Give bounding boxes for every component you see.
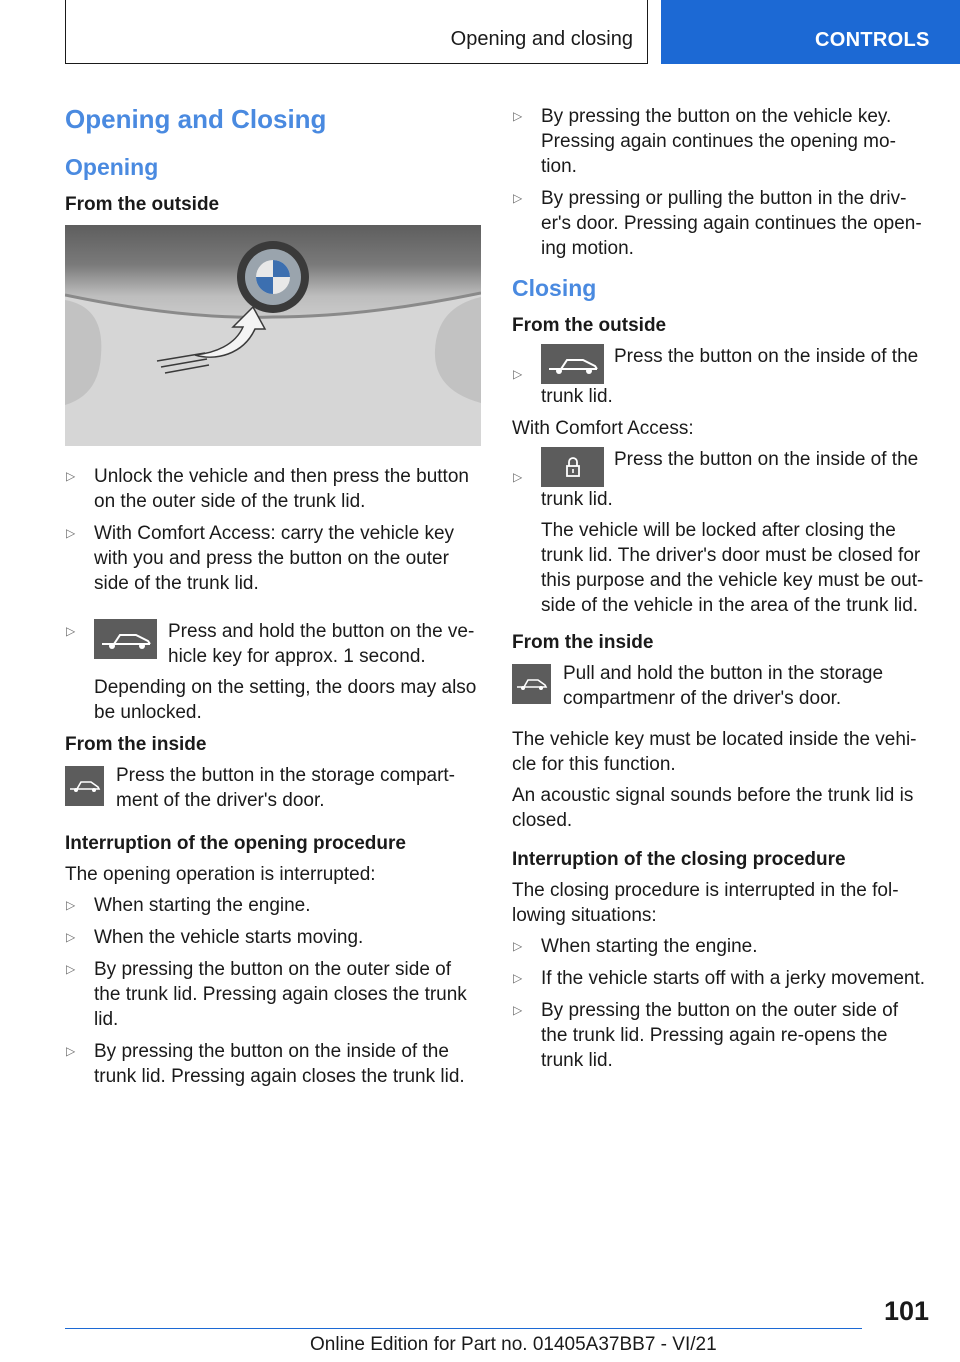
inside-text: Press the button in the storage compart‐ment of the driver's door. [116, 765, 456, 811]
list-item: ▷ Press the button on the inside of the trunk lid. The vehicle will be locked after closing the trunk lid. The driver's door must be closed for this purpose and the vehicle key must be out‐side of the vehicle in the area of the trunk lid. [512, 447, 928, 618]
header-section-title: Opening and closing [450, 28, 633, 50]
key-button-text: Press and hold the button on the ve‐hicle key for approx. 1 second. [168, 621, 475, 667]
triangle-bullet-icon: ▷ [66, 962, 76, 976]
closing-outside-list [512, 344, 928, 409]
list-item: ▷ By pressing the button on the outer side of the trunk lid. Pressing again re-opens the trunk lid. [513, 1000, 899, 1071]
page-number: 101 [884, 1296, 930, 1326]
interrupt-closing-list [512, 934, 928, 1073]
list-item: ▷ If the vehicle starts off with a jerky movement. [513, 968, 926, 989]
list-item: ▷ By pressing the button on the inside of the trunk lid. Pressing again closes the trunk lid. [66, 1041, 465, 1087]
subheading-interrupt-opening: Interruption of the opening procedure [65, 833, 406, 854]
right-column [512, 104, 928, 1080]
lock-icon [541, 447, 604, 487]
opening-outside-list [65, 464, 481, 596]
list-item: ▷ By pressing the button on the outer side of the trunk lid. Pressing again closes the trunk lid. [66, 959, 467, 1030]
key-location-note: The vehicle key must be located inside the vehi‐cle for this function. [512, 729, 917, 775]
triangle-bullet-icon: ▷ [66, 930, 76, 944]
inside-closing-text: Pull and hold the button in the storage compartmenr of the driver's door. [563, 663, 884, 709]
interrupt-opening-list [65, 893, 481, 1089]
triangle-bullet-icon: ▷ [66, 624, 76, 638]
comfort-note: The vehicle will be locked after closing the trunk lid. The driver's door must be closed for this purpose and the vehicle key must be out‐side of the vehicle in the area of the trunk lid. [541, 520, 924, 616]
header-section-box [65, 0, 648, 64]
list-item: ▷ When starting the engine. [66, 895, 311, 916]
trunk-icon [541, 344, 604, 384]
key-note: Depending on the setting, the doors may also be unlocked. [94, 677, 477, 723]
header-chapter-tab [661, 0, 960, 64]
list-item [65, 619, 481, 725]
triangle-bullet-icon: ▷ [513, 971, 523, 985]
subheading-inside-closing: From the inside [512, 632, 654, 653]
triangle-bullet-icon: ▷ [66, 526, 76, 540]
triangle-bullet-icon: ▷ [66, 898, 76, 912]
comfort-access-list [512, 447, 928, 618]
car-icon [512, 664, 551, 704]
list-item: ▷ With Comfort Access: carry the vehicle key with you and press the button on the outer side of the trunk lid. [66, 523, 455, 594]
continue-opening-list [512, 104, 928, 261]
triangle-bullet-icon: ▷ [66, 1044, 76, 1058]
list-item: ▷ Press the button on the inside of the trunk lid. [513, 346, 919, 407]
subheading-interrupt-closing: Interruption of the closing procedure [512, 849, 846, 870]
triangle-bullet-icon: ▷ [513, 939, 523, 953]
triangle-bullet-icon: ▷ [513, 367, 523, 381]
trunk-lid-photo [65, 225, 481, 446]
car-icon [65, 766, 104, 806]
left-column [65, 98, 481, 1096]
footer-divider [65, 1328, 862, 1329]
interrupt-intro: The opening operation is interrupted: [65, 864, 376, 885]
list-item: ▷ By pressing or pulling the button in the driv‐er's door. Pressing again continues the open‐ing motion. [513, 188, 922, 259]
list-item: ▷ Unlock the vehicle and then press the button on the outer side of the trunk lid. [66, 466, 469, 512]
list-item: ▷ When the vehicle starts moving. [66, 927, 364, 948]
triangle-bullet-icon: ▷ [513, 470, 523, 484]
trunk-icon [94, 619, 157, 659]
header-chapter-label: CONTROLS [815, 29, 930, 51]
comfort-access-label: With Comfort Access: [512, 418, 694, 439]
acoustic-signal-note: An acoustic signal sounds before the trunk lid is closed. [512, 785, 914, 831]
triangle-bullet-icon: ▷ [66, 469, 76, 483]
footer-edition: Online Edition for Part no. 01405A37BB7 - VI/21 [310, 1334, 717, 1355]
key-button-list [65, 619, 481, 725]
list-item: ▷ By pressing the button on the vehicle key. Pressing again continues the opening mo‐tion. [513, 106, 896, 177]
heading-closing: Closing [512, 275, 597, 301]
interrupt-closing-intro: The closing procedure is interrupted in the fol‐lowing situations: [512, 880, 899, 926]
triangle-bullet-icon: ▷ [513, 1003, 523, 1017]
subheading-outside-closing: From the outside [512, 315, 667, 336]
subheading-inside: From the inside [65, 734, 207, 755]
heading-opening: Opening [65, 154, 159, 180]
subheading-outside: From the outside [65, 194, 220, 215]
trunk-photo-illustration [65, 225, 481, 446]
triangle-bullet-icon: ▷ [513, 191, 523, 205]
triangle-bullet-icon: ▷ [513, 109, 523, 123]
page-title: Opening and Closing [65, 104, 327, 134]
list-item: ▷ When starting the engine. [513, 936, 758, 957]
